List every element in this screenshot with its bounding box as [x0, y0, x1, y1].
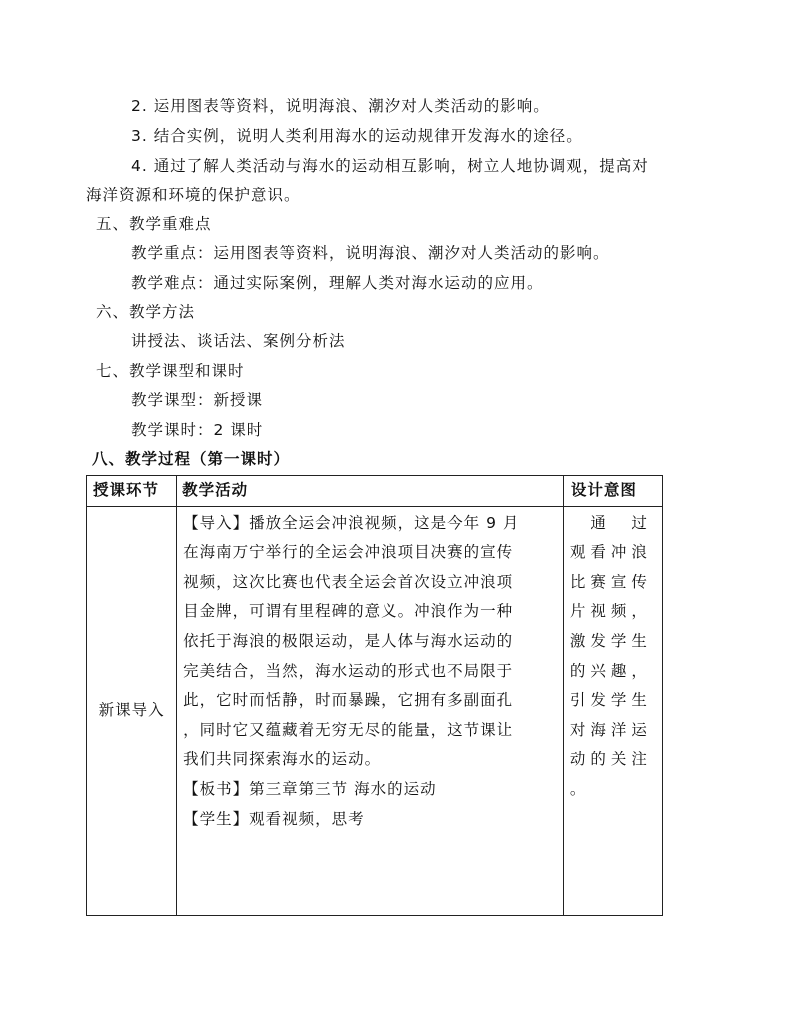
intent-line: 激发学生 — [569, 631, 652, 650]
intent-line: 动的关注 — [569, 750, 652, 769]
intent-line: 引发学生 — [569, 691, 652, 710]
objective-3: 3. 结合实例，说明人类利用海水的运动规律开发海水的途径。 — [131, 127, 583, 145]
table-header-row — [87, 476, 663, 507]
intent-cell — [563, 506, 662, 915]
difficulty: 教学难点：通过实际案例，理解人类对海水运动的应用。 — [131, 274, 544, 292]
activity-line: 视频，这次比赛也代表全运会首次设立冲浪项 — [183, 572, 514, 591]
activity-line: 完美结合，当然，海水运动的形式也不局限于 — [183, 661, 514, 680]
intent-line: 。 — [569, 779, 591, 798]
activity-line: 此，它时而恬静，时而暴躁，它拥有多副面孔 — [183, 691, 514, 710]
intent-line: 的兴趣， — [569, 661, 652, 680]
activity-line: 【导入】播放全运会冲浪视频，这是今年 9 月 — [183, 513, 520, 532]
activity-line: 依托于海浪的极限运动，是人体与海水运动的 — [183, 631, 514, 650]
teaching-methods: 讲授法、谈话法、案例分析法 — [131, 332, 346, 350]
section-8-heading: 八、教学过程（第一课时） — [92, 450, 291, 468]
header-activity: 教学活动 — [177, 476, 564, 507]
objective-4-cont: 海洋资源和环境的保护意识。 — [86, 186, 301, 204]
key-point: 教学重点：运用图表等资料，说明海浪、潮汐对人类活动的影响。 — [131, 244, 610, 262]
objective-2: 2. 运用图表等资料，说明海浪、潮汐对人类活动的影响。 — [131, 97, 550, 115]
stage-cell: 新课导入 — [87, 506, 177, 915]
activity-line: 【板书】第三章第三节 海水的运动 — [183, 779, 437, 798]
intent-line: 比赛宣传 — [569, 572, 652, 591]
header-stage: 授课环节 — [87, 476, 177, 507]
section-6-heading: 六、教学方法 — [96, 303, 196, 321]
lesson-hours: 教学课时：2 课时 — [131, 421, 264, 439]
activity-line: 在海南万宁举行的全运会冲浪项目决赛的宣传 — [183, 543, 514, 562]
section-5-heading: 五、教学重难点 — [96, 215, 212, 233]
activity-line: 【学生】观看视频，思考 — [183, 809, 365, 828]
intent-line: 通 过 — [569, 513, 652, 532]
teaching-process-table — [86, 475, 663, 916]
lesson-type: 教学课型：新授课 — [131, 391, 264, 409]
objective-4: 4. 通过了解人类活动与海水的运动相互影响，树立人地协调观，提高对 — [131, 157, 649, 175]
intent-line: 片视频， — [569, 602, 652, 621]
section-7-heading: 七、教学课型和课时 — [96, 362, 245, 380]
table-row — [87, 506, 663, 915]
intent-line: 观看冲浪 — [569, 543, 652, 562]
activity-line: ，同时它又蕴藏着无穷无尽的能量，这节课让 — [183, 720, 514, 739]
activity-line: 目金牌，可谓有里程碑的意义。冲浪作为一种 — [183, 602, 514, 621]
header-intent: 设计意图 — [563, 476, 662, 507]
activity-cell — [177, 506, 564, 915]
intent-line: 对海洋运 — [569, 720, 652, 739]
activity-line: 我们共同探索海水的运动。 — [183, 750, 382, 769]
